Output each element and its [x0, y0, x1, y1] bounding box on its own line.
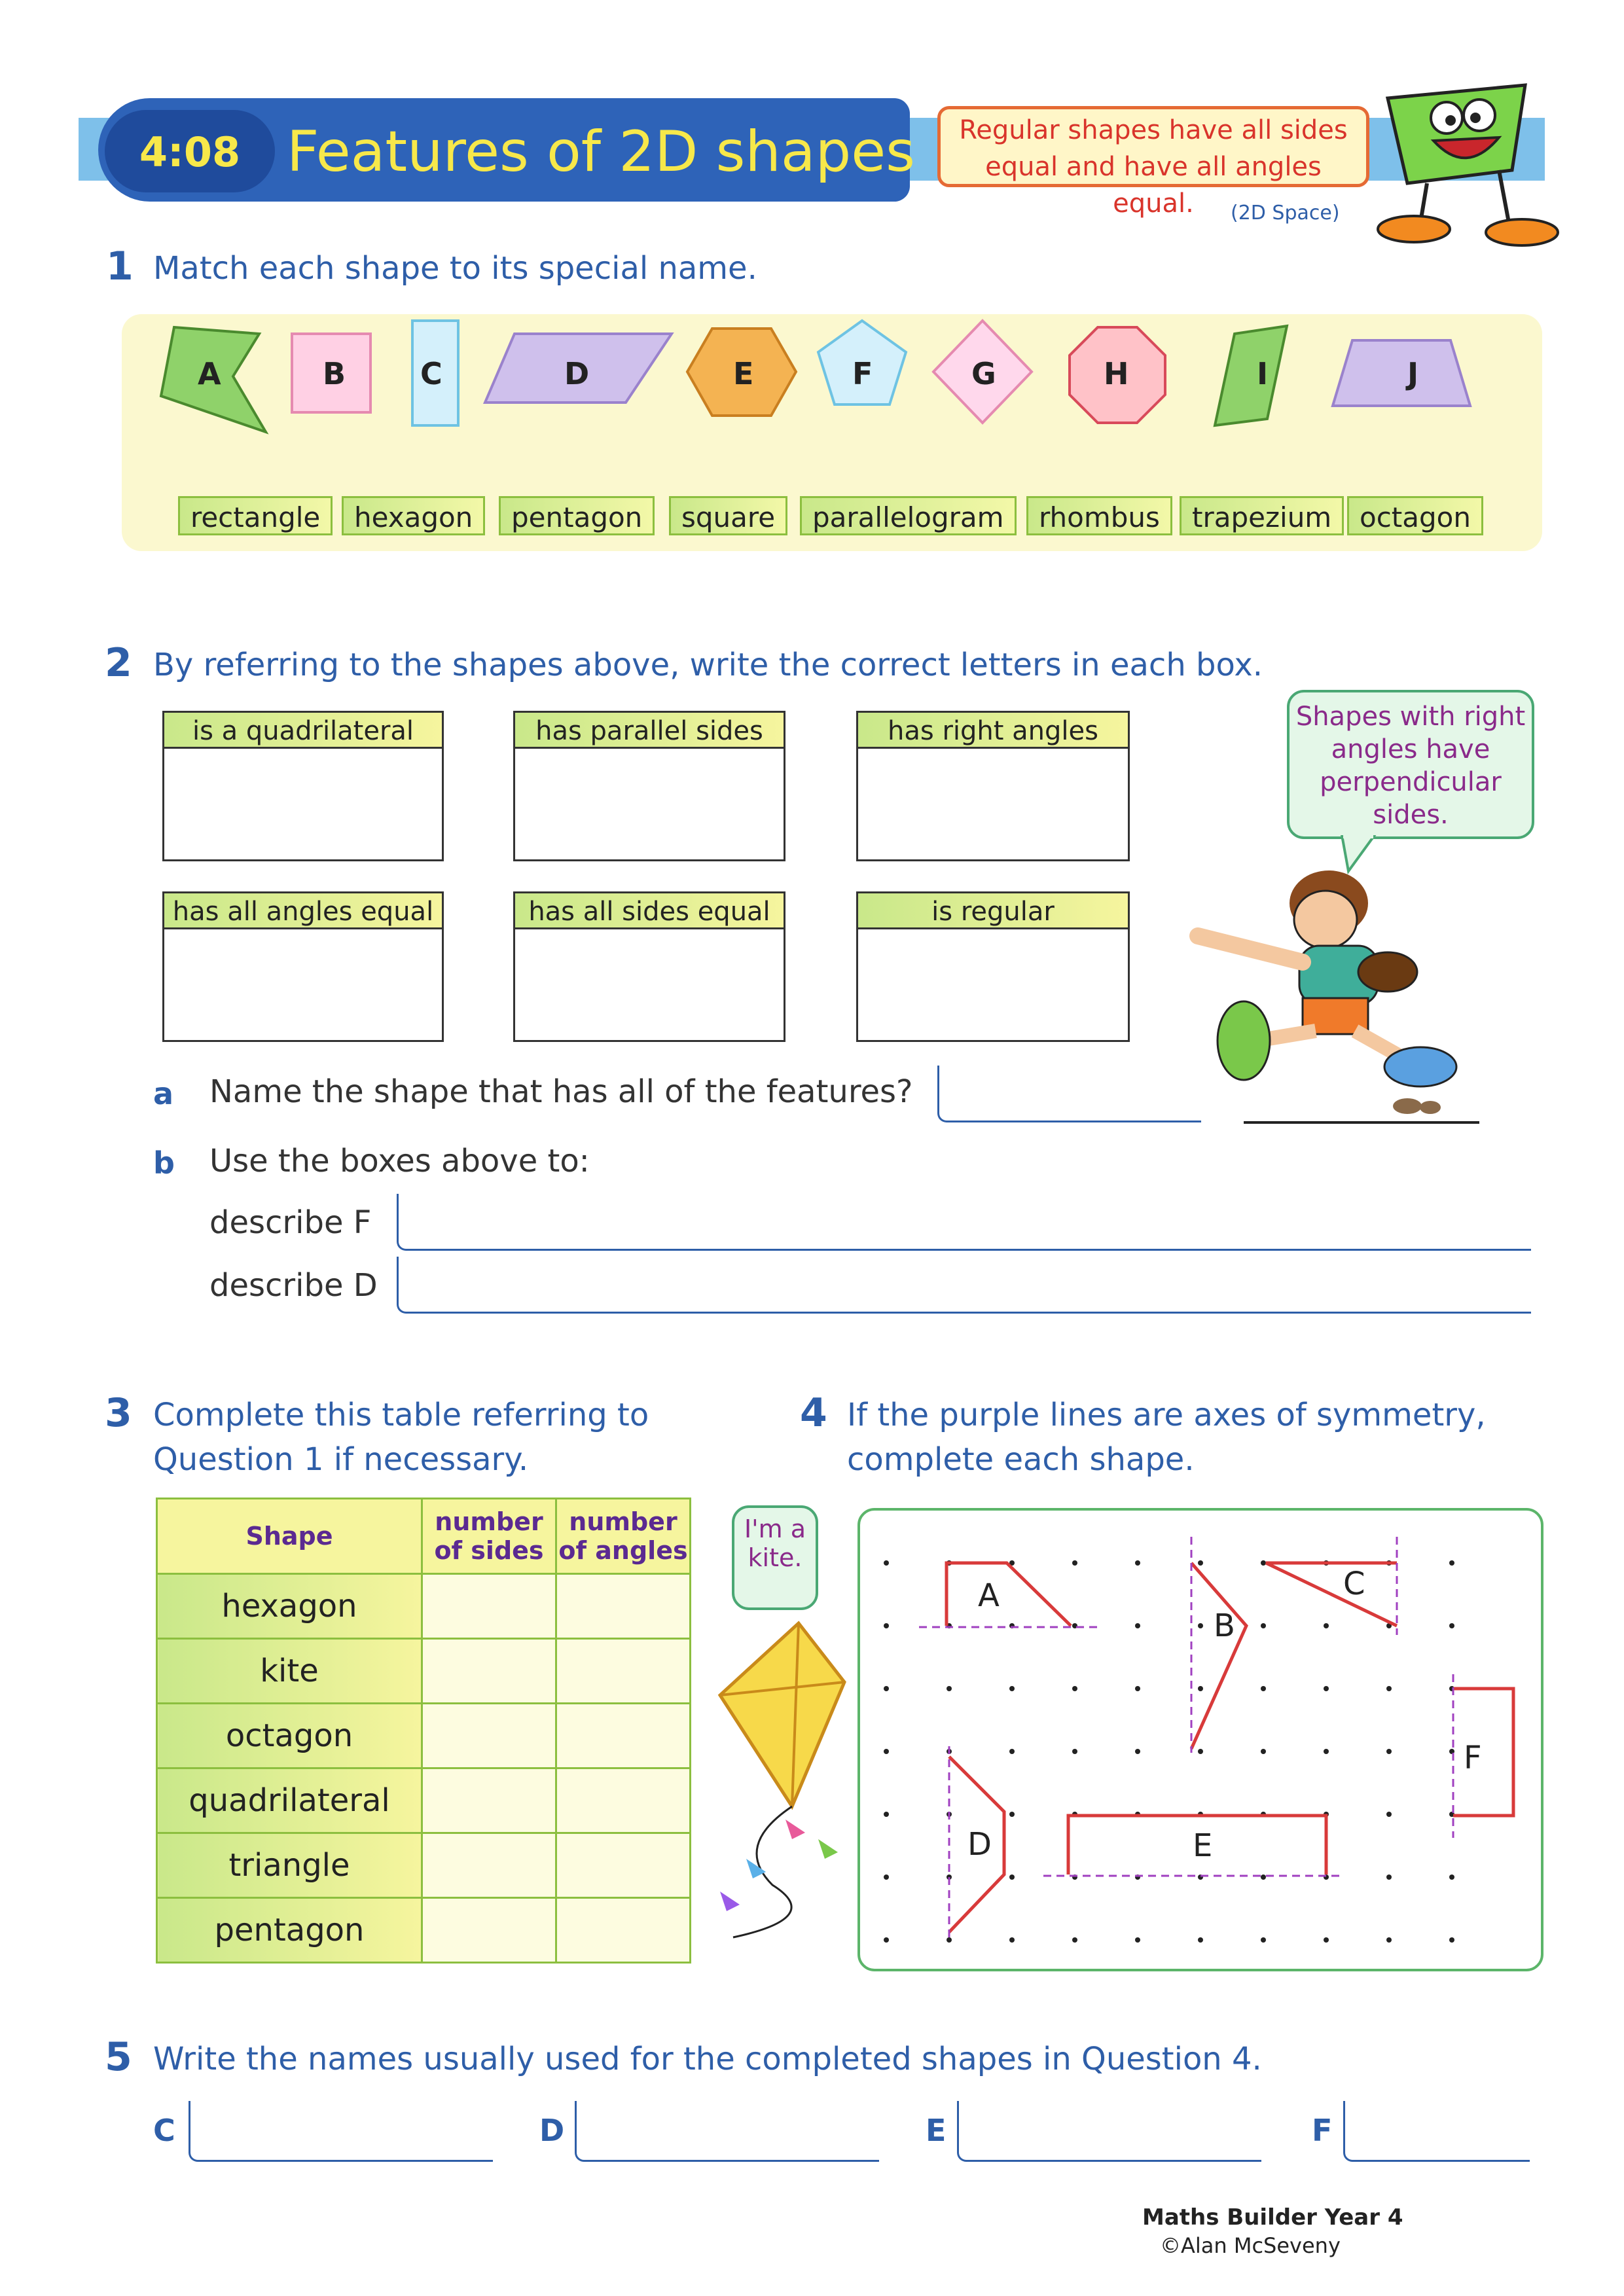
grid-dot [884, 1937, 889, 1943]
header-number-of-sides: number of sides [422, 1499, 556, 1574]
regular-shapes-note: Regular shapes have all sides equal and have all angles equal. [937, 106, 1369, 187]
answer-box-sides-equal[interactable] [513, 929, 785, 1042]
question-2-instruction: By referring to the shapes above, write the correct letters in each box. [153, 647, 1263, 683]
cell-angles-octagon[interactable] [556, 1704, 691, 1768]
grid-dot [884, 1812, 889, 1817]
answer-line-d[interactable] [575, 2101, 879, 2162]
grid-dot [1261, 1686, 1266, 1691]
kite-speech-bubble: I'm a kite. [732, 1505, 818, 1610]
shape-j [1333, 340, 1470, 406]
answer-box-angles-equal[interactable] [162, 929, 444, 1042]
box-label-regular: is regular [856, 891, 1130, 929]
question-4-number: 4 [800, 1390, 827, 1436]
row-name-hexagon: hexagon [157, 1574, 422, 1639]
grid-dot [1009, 1749, 1015, 1754]
cell-angles-pentagon[interactable] [556, 1898, 691, 1963]
shape-label-d: D [564, 356, 590, 391]
shape-label-j: J [1407, 356, 1419, 391]
row-name-quadrilateral: quadrilateral [157, 1768, 422, 1833]
shape-i [1215, 326, 1287, 425]
row-name-pentagon: pentagon [157, 1898, 422, 1963]
topic-subtitle: (2D Space) [1231, 202, 1340, 224]
name-chip-hexagon[interactable]: hexagon [342, 496, 485, 535]
shape-f-half [1453, 1689, 1513, 1816]
grid-dot [1261, 1560, 1266, 1566]
grid-dot [1324, 1686, 1329, 1691]
shape-c-half [1266, 1563, 1397, 1626]
grid-dot [884, 1560, 889, 1566]
answer-line-c[interactable] [189, 2101, 493, 2162]
shape-a-half [947, 1563, 1071, 1626]
grid-dot [1135, 1686, 1140, 1691]
table-row [157, 1639, 691, 1704]
shape-label-g: G [971, 356, 996, 391]
running-boy-illustration [1172, 864, 1486, 1139]
row-name-triangle: triangle [157, 1833, 422, 1898]
table-row [157, 1574, 691, 1639]
question-1-number: 1 [106, 243, 134, 289]
grid-dot [1386, 1937, 1392, 1943]
name-chip-rectangle[interactable]: rectangle [178, 496, 333, 535]
perpendicular-speech-bubble: Shapes with right angles have perpendicular sides. [1287, 690, 1534, 839]
shape-b-half [1191, 1563, 1246, 1749]
table-row [157, 1704, 691, 1768]
question-2-number: 2 [105, 640, 132, 686]
row-name-kite: kite [157, 1639, 422, 1704]
name-chip-square[interactable]: square [669, 496, 787, 535]
grid-dot [1386, 1874, 1392, 1880]
box-label-sides-equal: has all sides equal [513, 891, 785, 929]
row-name-octagon: octagon [157, 1704, 422, 1768]
question-5-number: 5 [105, 2034, 132, 2080]
shape-label-c: C [420, 356, 442, 391]
grid-dot [1009, 1874, 1015, 1880]
name-chip-rhombus[interactable]: rhombus [1026, 496, 1172, 535]
question-2b-text: Use the boxes above to: [209, 1143, 590, 1179]
name-chip-trapezium[interactable]: trapezium [1180, 496, 1344, 535]
grid-label-d: D [967, 1826, 992, 1863]
grid-dot [1324, 1749, 1329, 1754]
shape-label-e: E [733, 356, 754, 391]
name-chip-parallelogram[interactable]: parallelogram [800, 496, 1017, 535]
grid-label-f: F [1464, 1740, 1482, 1776]
grid-dot [1072, 1937, 1077, 1943]
grid-dot [1135, 1560, 1140, 1566]
table-row [157, 1768, 691, 1833]
box-label-angles-equal: has all angles equal [162, 891, 444, 929]
grid-dot [1198, 1749, 1203, 1754]
kite-illustration [694, 1610, 857, 1950]
grid-label-b: B [1214, 1607, 1235, 1644]
grid-dot [1386, 1812, 1392, 1817]
grid-dot [884, 1686, 889, 1691]
grid-dot [884, 1874, 889, 1880]
lesson-code: 4:08 [139, 128, 241, 176]
grid-dot [1135, 1937, 1140, 1943]
cell-angles-kite[interactable] [556, 1639, 691, 1704]
cell-sides-pentagon[interactable] [422, 1898, 556, 1963]
grid-dot [1386, 1749, 1392, 1754]
name-chip-octagon[interactable]: octagon [1347, 496, 1483, 535]
grid-dot [947, 1937, 952, 1943]
question-3-instruction-line2: Question 1 if necessary. [153, 1441, 529, 1478]
grid-label-e: E [1193, 1827, 1213, 1864]
grid-dot [884, 1749, 889, 1754]
answer-line-e[interactable] [957, 2101, 1261, 2162]
grid-dot [1009, 1812, 1015, 1817]
table-row [157, 1898, 691, 1963]
grid-dot [1324, 1623, 1329, 1628]
question-5-instruction: Write the names usually used for the completed shapes in Question 4. [153, 2041, 1262, 2077]
question-4-instruction-line1: If the purple lines are axes of symmetry, [847, 1397, 1486, 1433]
copyright: ©Alan McSeveny [1160, 2233, 1341, 2258]
grid-dot [1009, 1937, 1015, 1943]
answer-label-f: F [1312, 2113, 1333, 2148]
grid-dot [1009, 1686, 1015, 1691]
answer-box-regular[interactable] [856, 929, 1130, 1042]
grid-dot [1072, 1686, 1077, 1691]
grid-dot [1261, 1623, 1266, 1628]
question-3-number: 3 [105, 1390, 132, 1436]
box-label-right-angles: has right angles [856, 711, 1130, 749]
grid-dot [884, 1623, 889, 1628]
grid-dot [1449, 1623, 1454, 1628]
answer-line-2a[interactable] [937, 1066, 1201, 1122]
box-label-quadrilateral: is a quadrilateral [162, 711, 444, 749]
answer-line-describe-d[interactable] [397, 1257, 1531, 1314]
describe-f-label: describe F [209, 1204, 372, 1241]
symmetry-grid-drawing [860, 1511, 1541, 1969]
grid-dot [1198, 1623, 1203, 1628]
grid-dot [1449, 1937, 1454, 1943]
describe-d-label: describe D [209, 1267, 378, 1304]
grid-dot [1072, 1749, 1077, 1754]
answer-line-describe-f[interactable] [397, 1194, 1531, 1251]
grid-label-a: A [978, 1577, 1000, 1614]
shape-label-b: B [323, 356, 346, 391]
grid-dot [1135, 1749, 1140, 1754]
book-title: Maths Builder Year 4 [1142, 2204, 1403, 2231]
shape-label-h: H [1104, 356, 1129, 391]
header-shape: Shape [157, 1499, 422, 1574]
grid-dot [1198, 1560, 1203, 1566]
page-title: Features of 2D shapes [287, 119, 915, 185]
grid-dot [947, 1686, 952, 1691]
shape-mascot-illustration [1368, 72, 1564, 255]
cell-angles-triangle[interactable] [556, 1833, 691, 1898]
grid-dot [1449, 1560, 1454, 1566]
cell-sides-kite[interactable] [422, 1639, 556, 1704]
answer-label-c: C [153, 2113, 175, 2148]
grid-label-c: C [1343, 1566, 1365, 1602]
grid-dot [1072, 1560, 1077, 1566]
grid-dot [1261, 1937, 1266, 1943]
grid-dot [1135, 1623, 1140, 1628]
question-2a-label: a [153, 1076, 174, 1111]
grid-dot [1261, 1749, 1266, 1754]
grid-dot [1198, 1686, 1203, 1691]
shape-label-i: I [1257, 356, 1269, 391]
header-number-of-angles: number of angles [556, 1499, 691, 1574]
grid-dot [1449, 1874, 1454, 1880]
answer-box-right-angles[interactable] [856, 749, 1130, 861]
grid-dot [1261, 1874, 1266, 1880]
grid-dot [1324, 1937, 1329, 1943]
answer-box-quadrilateral[interactable] [162, 749, 444, 861]
question-1-instruction: Match each shape to its special name. [153, 250, 757, 287]
table-row [157, 1833, 691, 1898]
cell-sides-triangle[interactable] [422, 1833, 556, 1898]
cell-sides-quadrilateral[interactable] [422, 1768, 556, 1833]
answer-label-e: E [926, 2113, 947, 2148]
grid-dot [1386, 1686, 1392, 1691]
symmetry-dot-grid [857, 1508, 1543, 1971]
table-header-row [157, 1499, 691, 1574]
question-2b-label: b [153, 1145, 175, 1181]
cell-angles-quadrilateral[interactable] [556, 1768, 691, 1833]
grid-dot [1198, 1937, 1203, 1943]
cell-angles-hexagon[interactable] [556, 1574, 691, 1639]
name-chip-pentagon[interactable]: pentagon [499, 496, 655, 535]
shape-label-f: F [852, 356, 873, 391]
shape-properties-table [156, 1498, 691, 1964]
cell-sides-octagon[interactable] [422, 1704, 556, 1768]
answer-box-parallel-sides[interactable] [513, 749, 785, 861]
cell-sides-hexagon[interactable] [422, 1574, 556, 1639]
answer-line-f[interactable] [1343, 2101, 1530, 2162]
answer-label-d: D [539, 2113, 565, 2148]
question-4-instruction-line2: complete each shape. [847, 1441, 1195, 1478]
question-2a-text: Name the shape that has all of the features? [209, 1073, 913, 1110]
shape-label-a: A [198, 356, 221, 391]
question-3-instruction-line1: Complete this table referring to [153, 1397, 649, 1433]
box-label-parallel-sides: has parallel sides [513, 711, 785, 749]
